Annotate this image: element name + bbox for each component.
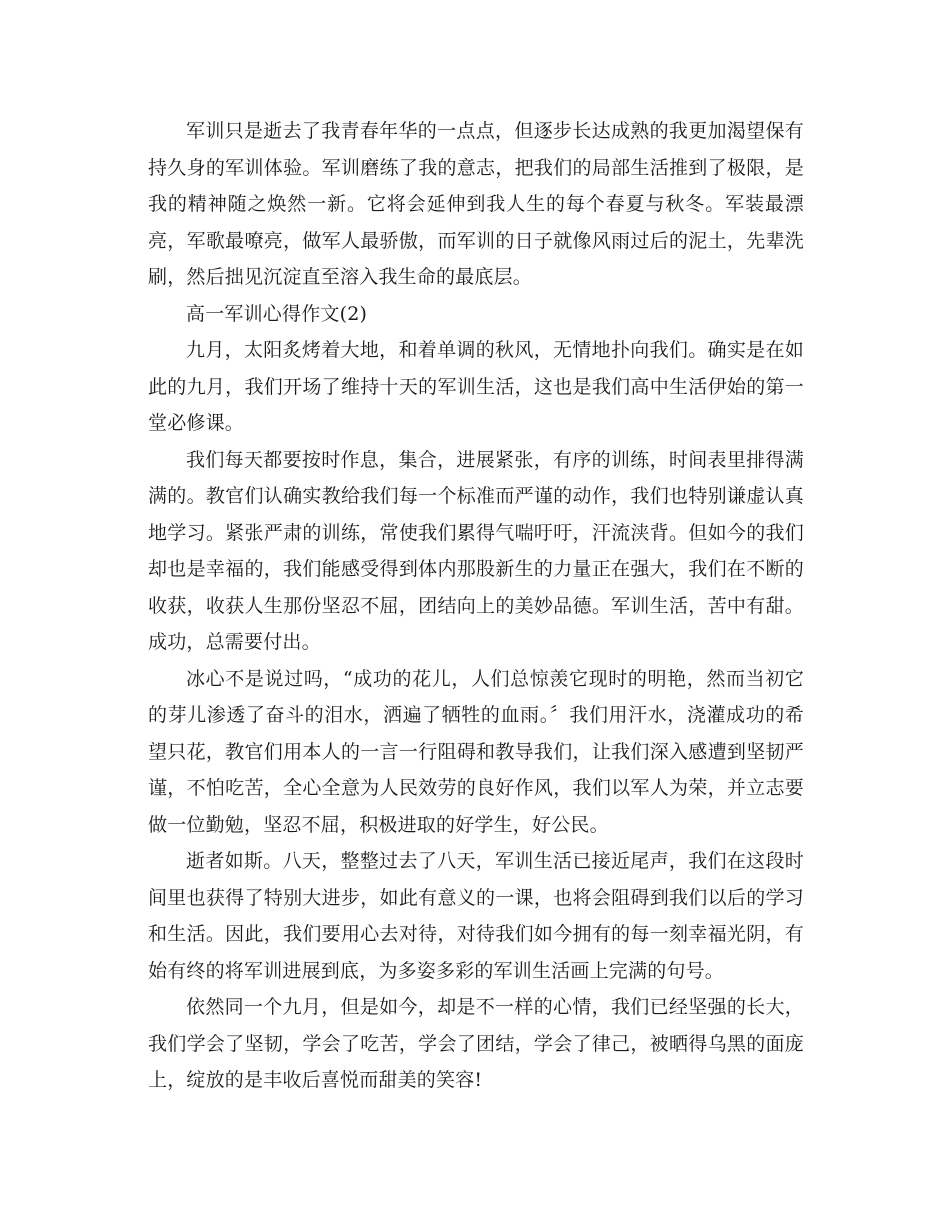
paragraph-intro-conclusion: 军训只是逝去了我青春年华的一点点，但逐步长达成熟的我更加渴望保有持久身的军训体验。军训磨练了我的意志，把我们的局部生活推到了极限，是我的精神随之焕然一新。它将会延伸到我人生的每个春夏与秋冬。军装最漂亮，军歌最嘹亮，做军人最骄傲，而军训的日子就像风雨过后的泥土，先辈洗刷，然后拙见沉淀直至溶入我生命的最底层。 — [148, 120, 804, 288]
section-heading: 高一军训心得作文(2) — [186, 302, 368, 325]
paragraph-daily-training: 我们每天都要按时作息，集合，进展紧张，有序的训练，时间表里排得满满的。教官们认确实教给我们每一个标准而严谨的动作，我们也特别谦虚认真地学习。紧张严肃的训练，常使我们累得气喘吁吁，汗流浃背。但如今的我们却也是幸福的，我们能感受得到体内那股新生的力量正在强大，我们在不断的收获，收获人生那份坚忍不屈，团结向上的美妙品德。军训生活，苦中有甜。成功，总需要付出。 — [148, 448, 804, 653]
paragraph-eight-days: 逝者如斯。八天，整整过去了八天，军训生活已接近尾声，我们在这段时间里也获得了特别大进步，如此有意义的一课，也将会阻碍到我们以后的学习和生活。因此，我们要用心去对待，对待我们如今拥有的每一刻幸福光阴，有始有终的将军训进展到底，为多姿多彩的军训生活画上完满的句号。 — [148, 850, 804, 982]
paragraph-september: 九月，太阳炙烤着大地，和着单调的秋风，无情地扑向我们。确实是在如此的九月，我们开场了维持十天的军训生活，这也是我们高中生活伊始的第一堂必修课。 — [148, 339, 804, 434]
paragraph-closing: 依然同一个九月，但是如今，却是不一样的心情，我们已经坚强的长大，我们学会了坚韧，学会了吃苦，学会了团结，学会了律己，被晒得乌黑的面庞上，绽放的是丰收后喜悦而甜美的笑容! — [148, 996, 804, 1091]
document-body — [148, 113, 804, 1099]
paragraph-bingxin-quote: 冰心不是说过吗，“成功的花儿，人们总惊羡它现时的明艳，然而当初它的芽儿渗透了奋斗的泪水，洒遍了牺牲的血雨。〞我们用汗水，浇灌成功的希望只花，教官们用本人的一言一行阻碍和教导我们，让我们深入感遭到坚韧严谨，不怕吃苦，全心全意为人民效劳的良好作风，我们以军人为荣，并立志要做一位勤勉，坚忍不屈，积极进取的好学生，好公民。 — [148, 667, 804, 836]
